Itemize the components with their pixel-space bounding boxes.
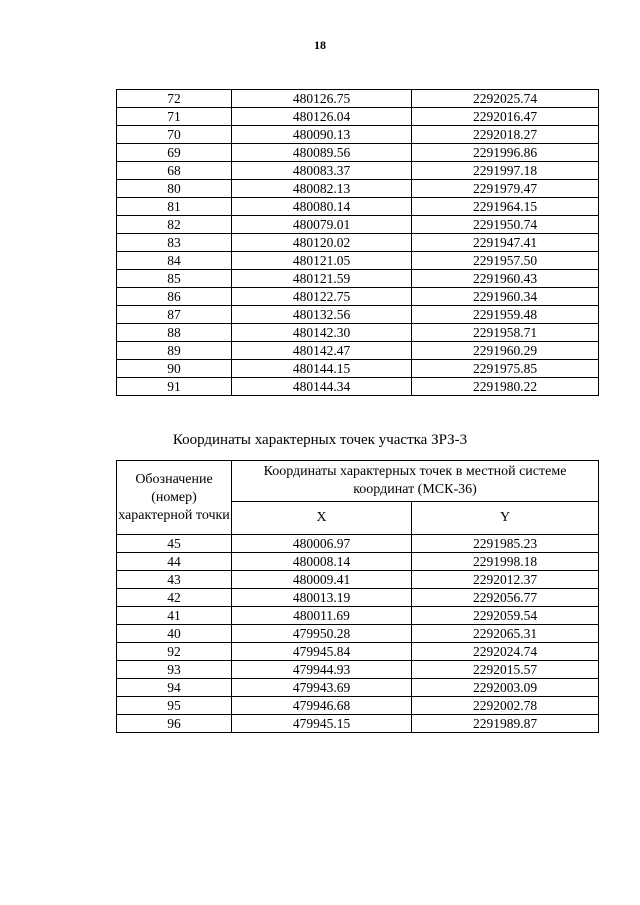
y-coordinate-cell: 2291950.74 bbox=[412, 216, 599, 234]
x-coordinate-cell: 480083.37 bbox=[232, 162, 412, 180]
coordinates-table-continued bbox=[116, 89, 599, 396]
y-coordinate-cell: 2291960.29 bbox=[412, 342, 599, 360]
x-coordinate-cell: 480079.01 bbox=[232, 216, 412, 234]
table-row bbox=[117, 324, 599, 342]
zrz3-coordinates-table bbox=[116, 460, 599, 733]
y-coordinate-cell: 2292012.37 bbox=[412, 571, 599, 589]
y-coordinate-cell: 2292002.78 bbox=[412, 697, 599, 715]
x-coordinate-cell: 480121.59 bbox=[232, 270, 412, 288]
x-coordinate-cell: 479945.84 bbox=[232, 643, 412, 661]
table-row bbox=[117, 306, 599, 324]
point-id-cell: 94 bbox=[117, 679, 232, 697]
x-coordinate-cell: 480082.13 bbox=[232, 180, 412, 198]
y-coordinate-cell: 2291996.86 bbox=[412, 144, 599, 162]
section-title: Координаты характерных точек участка ЗРЗ-3 bbox=[172, 432, 468, 448]
x-coordinate-cell: 480009.41 bbox=[232, 571, 412, 589]
zrz3-table-body bbox=[117, 535, 599, 733]
x-coordinate-cell: 480122.75 bbox=[232, 288, 412, 306]
y-coordinate-cell: 2292016.47 bbox=[412, 108, 599, 126]
y-coordinate-cell: 2292003.09 bbox=[412, 679, 599, 697]
y-coordinate-cell: 2291975.85 bbox=[412, 360, 599, 378]
point-id-cell: 42 bbox=[117, 589, 232, 607]
y-coordinate-cell: 2292015.57 bbox=[412, 661, 599, 679]
point-id-cell: 86 bbox=[117, 288, 232, 306]
table-row bbox=[117, 589, 599, 607]
y-coordinate-cell: 2291947.41 bbox=[412, 234, 599, 252]
x-coordinate-cell: 480011.69 bbox=[232, 607, 412, 625]
point-id-cell: 96 bbox=[117, 715, 232, 733]
table-row bbox=[117, 126, 599, 144]
y-coordinate-cell: 2292025.74 bbox=[412, 90, 599, 108]
point-id-cell: 87 bbox=[117, 306, 232, 324]
point-id-cell: 88 bbox=[117, 324, 232, 342]
x-coordinate-cell: 479950.28 bbox=[232, 625, 412, 643]
point-id-cell: 70 bbox=[117, 126, 232, 144]
x-coordinate-cell: 480013.19 bbox=[232, 589, 412, 607]
coordinates-table-body bbox=[117, 90, 599, 396]
table-row bbox=[117, 108, 599, 126]
table-row bbox=[117, 643, 599, 661]
y-coordinate-cell: 2291979.47 bbox=[412, 180, 599, 198]
point-id-cell: 85 bbox=[117, 270, 232, 288]
x-coordinate-cell: 480090.13 bbox=[232, 126, 412, 144]
x-coordinate-cell: 480126.04 bbox=[232, 108, 412, 126]
table-row bbox=[117, 661, 599, 679]
x-coordinate-cell: 480142.47 bbox=[232, 342, 412, 360]
table-row bbox=[117, 90, 599, 108]
point-id-cell: 71 bbox=[117, 108, 232, 126]
x-coordinate-cell: 480080.14 bbox=[232, 198, 412, 216]
point-id-cell: 68 bbox=[117, 162, 232, 180]
table-row bbox=[117, 180, 599, 198]
point-id-cell: 44 bbox=[117, 553, 232, 571]
point-id-cell: 45 bbox=[117, 535, 232, 553]
point-id-cell: 89 bbox=[117, 342, 232, 360]
x-coordinate-cell: 480121.05 bbox=[232, 252, 412, 270]
table-row bbox=[117, 553, 599, 571]
y-coordinate-cell: 2291957.50 bbox=[412, 252, 599, 270]
point-id-cell: 82 bbox=[117, 216, 232, 234]
point-id-cell: 92 bbox=[117, 643, 232, 661]
x-coordinate-cell: 479944.93 bbox=[232, 661, 412, 679]
coordinates-group-header: Координаты характерных точек в местной системе координат (МСК-36) bbox=[232, 461, 599, 502]
x-coordinate-cell: 479946.68 bbox=[232, 697, 412, 715]
point-id-cell: 69 bbox=[117, 144, 232, 162]
y-coordinate-cell: 2291985.23 bbox=[412, 535, 599, 553]
point-id-cell: 93 bbox=[117, 661, 232, 679]
point-id-header: Обозначение (номер) характерной точки bbox=[117, 461, 232, 535]
x-coordinate-cell: 480089.56 bbox=[232, 144, 412, 162]
table-row bbox=[117, 697, 599, 715]
y-coordinate-cell: 2291958.71 bbox=[412, 324, 599, 342]
zrz3-table-header bbox=[117, 461, 599, 535]
table-row bbox=[117, 234, 599, 252]
y-coordinate-cell: 2292024.74 bbox=[412, 643, 599, 661]
page-number: 18 bbox=[314, 38, 326, 52]
point-id-cell: 90 bbox=[117, 360, 232, 378]
point-id-cell: 80 bbox=[117, 180, 232, 198]
table-row bbox=[117, 715, 599, 733]
x-coordinate-cell: 480144.15 bbox=[232, 360, 412, 378]
y-coordinate-cell: 2291964.15 bbox=[412, 198, 599, 216]
y-coordinate-cell: 2292065.31 bbox=[412, 625, 599, 643]
x-coordinate-cell: 480006.97 bbox=[232, 535, 412, 553]
table-row bbox=[117, 216, 599, 234]
y-coordinate-cell: 2291997.18 bbox=[412, 162, 599, 180]
point-id-cell: 72 bbox=[117, 90, 232, 108]
y-coordinate-cell: 2292056.77 bbox=[412, 589, 599, 607]
x-coordinate-cell: 480144.34 bbox=[232, 378, 412, 396]
table-row bbox=[117, 360, 599, 378]
y-coordinate-cell: 2291989.87 bbox=[412, 715, 599, 733]
y-coordinate-cell: 2291960.43 bbox=[412, 270, 599, 288]
table-row bbox=[117, 535, 599, 553]
x-coordinate-cell: 479943.69 bbox=[232, 679, 412, 697]
x-coordinate-cell: 480126.75 bbox=[232, 90, 412, 108]
table-row bbox=[117, 679, 599, 697]
x-column-header: X bbox=[232, 502, 412, 535]
table-row bbox=[117, 198, 599, 216]
table-row bbox=[117, 342, 599, 360]
table-row bbox=[117, 607, 599, 625]
point-id-cell: 40 bbox=[117, 625, 232, 643]
x-coordinate-cell: 479945.15 bbox=[232, 715, 412, 733]
table-row bbox=[117, 288, 599, 306]
point-id-cell: 43 bbox=[117, 571, 232, 589]
y-coordinate-cell: 2291960.34 bbox=[412, 288, 599, 306]
table-row bbox=[117, 144, 599, 162]
x-coordinate-cell: 480120.02 bbox=[232, 234, 412, 252]
x-coordinate-cell: 480132.56 bbox=[232, 306, 412, 324]
y-coordinate-cell: 2292059.54 bbox=[412, 607, 599, 625]
table-row bbox=[117, 625, 599, 643]
y-coordinate-cell: 2291959.48 bbox=[412, 306, 599, 324]
y-coordinate-cell: 2292018.27 bbox=[412, 126, 599, 144]
x-coordinate-cell: 480142.30 bbox=[232, 324, 412, 342]
point-id-cell: 41 bbox=[117, 607, 232, 625]
point-id-cell: 84 bbox=[117, 252, 232, 270]
table-row bbox=[117, 270, 599, 288]
y-column-header: Y bbox=[412, 502, 599, 535]
table-row bbox=[117, 252, 599, 270]
y-coordinate-cell: 2291998.18 bbox=[412, 553, 599, 571]
table-row bbox=[117, 162, 599, 180]
point-id-cell: 81 bbox=[117, 198, 232, 216]
table-row bbox=[117, 571, 599, 589]
x-coordinate-cell: 480008.14 bbox=[232, 553, 412, 571]
point-id-cell: 91 bbox=[117, 378, 232, 396]
table-row bbox=[117, 378, 599, 396]
point-id-cell: 95 bbox=[117, 697, 232, 715]
y-coordinate-cell: 2291980.22 bbox=[412, 378, 599, 396]
point-id-cell: 83 bbox=[117, 234, 232, 252]
